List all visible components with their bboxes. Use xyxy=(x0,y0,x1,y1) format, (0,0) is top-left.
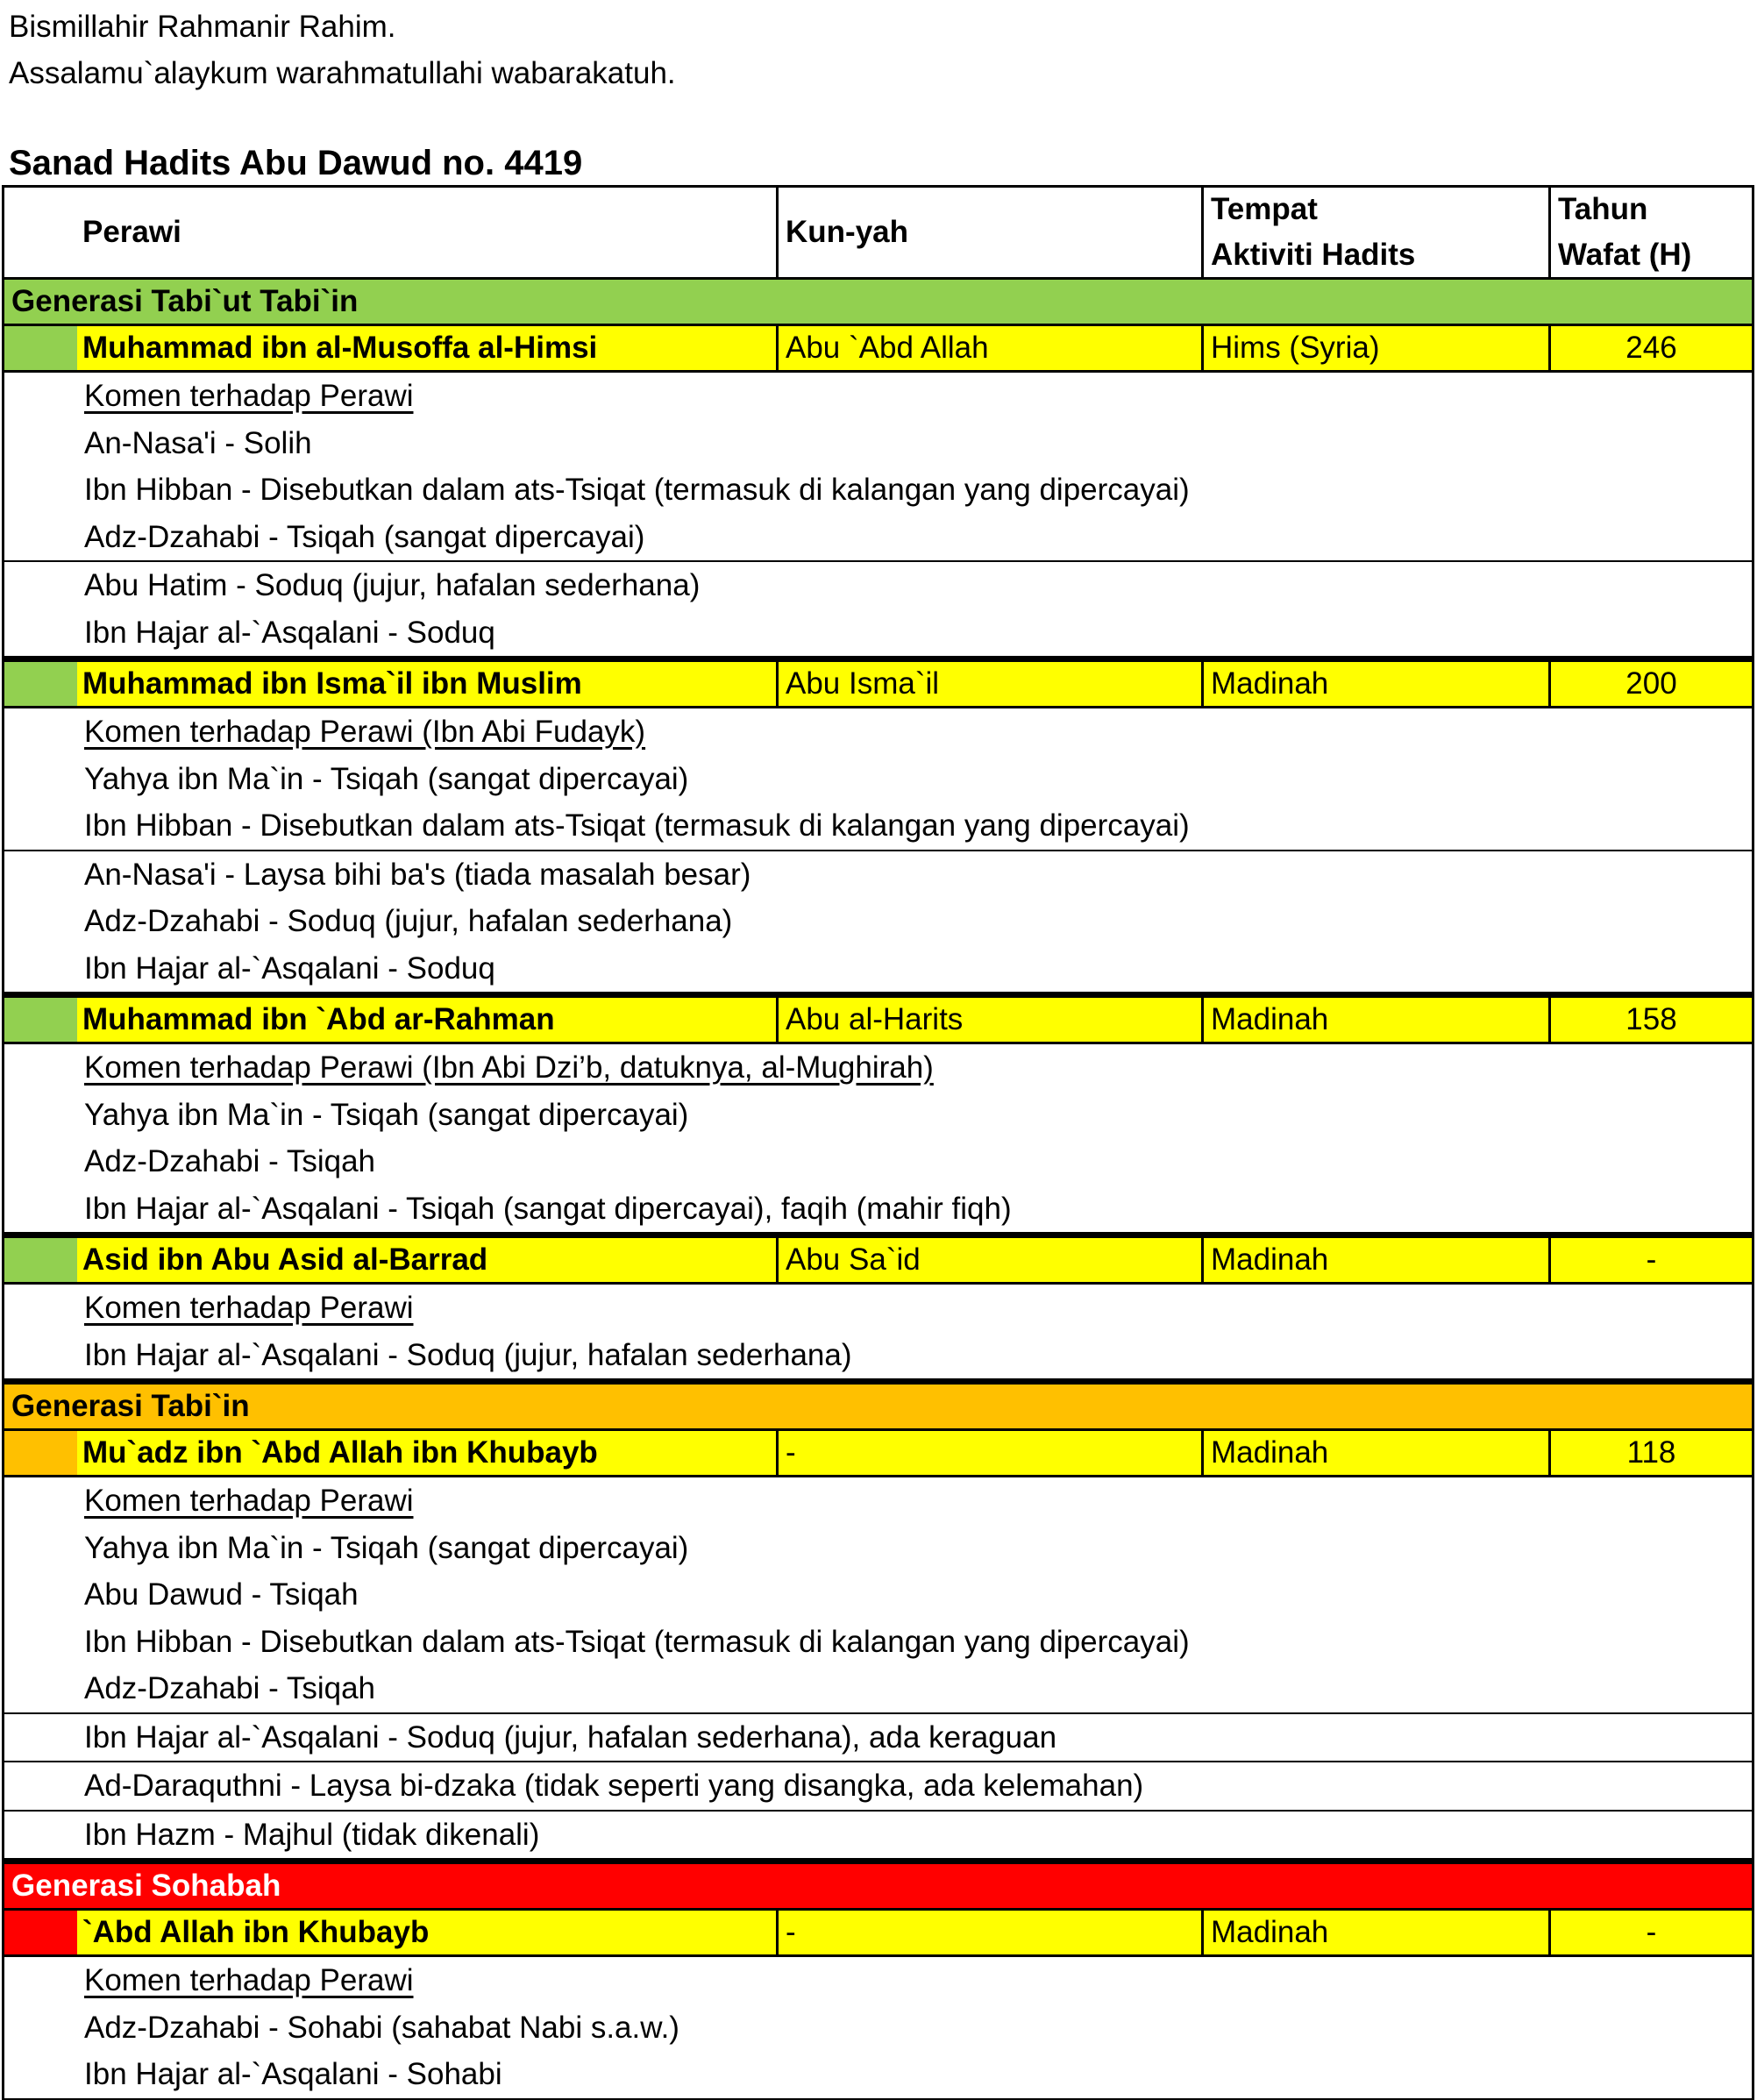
comment-line: Abu Dawud - Tsiqah xyxy=(84,1577,359,1612)
table-header xyxy=(2,185,1754,280)
narrator-place: Hims (Syria) xyxy=(1201,326,1548,370)
comment-heading: Komen terhadap Perawi (Ibn Abi Dzi’b, datuknya, al-Mughirah) xyxy=(84,1050,934,1085)
sanad-table xyxy=(2,185,1754,2100)
comment-line: An-Nasa'i - Solih xyxy=(84,425,312,460)
narrator-place: Madinah xyxy=(1201,1431,1548,1475)
comment-block xyxy=(2,708,1754,851)
generation-header: Generasi Sohabah xyxy=(2,1864,1754,1911)
header-kunyah: Kun-yah xyxy=(776,188,1201,277)
narrator-death-year: 246 xyxy=(1548,326,1752,370)
comment-block xyxy=(2,1285,1754,1385)
narrator-row xyxy=(2,326,1754,373)
narrator-kunyah: - xyxy=(776,1911,1201,1954)
comment-heading: Komen terhadap Perawi xyxy=(84,379,414,413)
comment-heading: Komen terhadap Perawi xyxy=(84,1484,414,1518)
narrator-kunyah: Abu al-Harits xyxy=(776,998,1201,1042)
comment-line: Ibn Hibban - Disebutkan dalam ats-Tsiqat (termasuk di kalangan yang dipercayai) xyxy=(84,473,1190,507)
header-tempat-line-2: Aktiviti Hadits xyxy=(1211,238,1416,272)
comment-line: Adz-Dzahabi - Soduq (jujur, hafalan sederhana) xyxy=(84,904,733,938)
comment-block xyxy=(2,851,1754,999)
narrator-row xyxy=(2,1911,1754,1957)
comment-line: Yahya ibn Ma`in - Tsiqah (sangat dipercayai) xyxy=(84,761,689,796)
greeting-line-1: Bismillahir Rahmanir Rahim. xyxy=(9,10,396,44)
comment-block xyxy=(2,1957,1754,2100)
narrator-death-year: 118 xyxy=(1548,1431,1752,1475)
comment-line: Ad-Daraquthni - Laysa bi-dzaka (tidak seperti yang disangka, ada kelemahan) xyxy=(84,1769,1144,1803)
narrator-name: Muhammad ibn al-Musoffa al-Himsi xyxy=(82,331,598,365)
comment-heading: Komen terhadap Perawi (Ibn Abi Fudayk) xyxy=(84,715,646,749)
narrator-death-year: - xyxy=(1548,1911,1752,1954)
comment-block xyxy=(2,1762,1754,1812)
narrator-kunyah: Abu Sa`id xyxy=(776,1238,1201,1282)
header-perawi: Perawi xyxy=(82,215,181,249)
generation-header: Generasi Tabi`ut Tabi`in xyxy=(2,280,1754,326)
narrator-name: `Abd Allah ibn Khubayb xyxy=(82,1915,430,1949)
table-body xyxy=(2,280,1754,2100)
comment-block xyxy=(2,1044,1754,1238)
narrator-kunyah: - xyxy=(776,1431,1201,1475)
narrator-place: Madinah xyxy=(1201,662,1548,706)
narrator-place: Madinah xyxy=(1201,1238,1548,1282)
page-title: Sanad Hadits Abu Dawud no. 4419 xyxy=(9,144,583,182)
comment-block xyxy=(2,1714,1754,1763)
comment-line: Ibn Hajar al-`Asqalani - Soduq (jujur, hafalan sederhana) xyxy=(84,1337,852,1372)
narrator-death-year: 200 xyxy=(1548,662,1752,706)
comment-line: Ibn Hajar al-`Asqalani - Sohabi xyxy=(84,2057,502,2091)
comment-heading: Komen terhadap Perawi xyxy=(84,1963,414,1997)
comment-block xyxy=(2,562,1754,662)
comment-line: Ibn Hibban - Disebutkan dalam ats-Tsiqat (termasuk di kalangan yang dipercayai) xyxy=(84,808,1190,843)
comment-line: Ibn Hibban - Disebutkan dalam ats-Tsiqat (termasuk di kalangan yang dipercayai) xyxy=(84,1624,1190,1659)
comment-line: Ibn Hajar al-`Asqalani - Soduq xyxy=(84,950,495,986)
comment-line: Abu Hatim - Soduq (jujur, hafalan sederhana) xyxy=(84,568,701,602)
narrator-kunyah: Abu Isma`il xyxy=(776,662,1201,706)
header-tempat xyxy=(1201,188,1548,277)
comment-line: Adz-Dzahabi - Tsiqah (sangat dipercayai) xyxy=(84,519,645,554)
narrator-place: Madinah xyxy=(1201,1911,1548,1954)
comment-line: Ibn Hajar al-`Asqalani - Soduq (jujur, hafalan sederhana), ada keraguan xyxy=(84,1719,1057,1755)
narrator-row xyxy=(2,1238,1754,1285)
header-tahun xyxy=(1548,188,1752,277)
narrator-death-year: - xyxy=(1548,1238,1752,1282)
narrator-name: Mu`adz ibn `Abd Allah ibn Khubayb xyxy=(82,1435,598,1470)
narrator-row xyxy=(2,1431,1754,1477)
comment-block xyxy=(2,1812,1754,1865)
narrator-row xyxy=(2,998,1754,1044)
narrator-death-year: 158 xyxy=(1548,998,1752,1042)
narrator-name: Muhammad ibn Isma`il ibn Muslim xyxy=(82,666,582,701)
comment-heading: Komen terhadap Perawi xyxy=(84,1291,414,1325)
narrator-kunyah: Abu `Abd Allah xyxy=(776,326,1201,370)
comment-block xyxy=(2,373,1754,562)
header-tahun-line-2: Wafat (H) xyxy=(1558,238,1692,272)
narrator-row xyxy=(2,662,1754,708)
comment-line: Ibn Hajar al-`Asqalani - Soduq xyxy=(84,615,495,650)
narrator-place: Madinah xyxy=(1201,998,1548,1042)
comment-line: Adz-Dzahabi - Sohabi (sahabat Nabi s.a.w.) xyxy=(84,2010,679,2045)
narrator-name: Asid ibn Abu Asid al-Barrad xyxy=(82,1242,488,1277)
comment-line: Ibn Hazm - Majhul (tidak dikenali) xyxy=(84,1817,540,1852)
header-tempat-line-1: Tempat xyxy=(1211,192,1318,226)
comment-line: Adz-Dzahabi - Tsiqah xyxy=(84,1671,376,1705)
comment-line: Adz-Dzahabi - Tsiqah xyxy=(84,1144,376,1178)
comment-line: Yahya ibn Ma`in - Tsiqah (sangat dipercayai) xyxy=(84,1530,689,1565)
comment-block xyxy=(2,1477,1754,1714)
greeting-line-2: Assalamu`alaykum warahmatullahi wabarakatuh. xyxy=(9,56,676,90)
comment-line: Ibn Hajar al-`Asqalani - Tsiqah (sangat dipercayai), faqih (mahir fiqh) xyxy=(84,1191,1012,1226)
header-tahun-line-1: Tahun xyxy=(1558,192,1648,226)
comment-line: Yahya ibn Ma`in - Tsiqah (sangat dipercayai) xyxy=(84,1097,689,1132)
narrator-name: Muhammad ibn `Abd ar-Rahman xyxy=(82,1002,555,1036)
generation-header: Generasi Tabi`in xyxy=(2,1385,1754,1431)
comment-line: An-Nasa'i - Laysa bihi ba's (tiada masalah besar) xyxy=(84,857,751,892)
